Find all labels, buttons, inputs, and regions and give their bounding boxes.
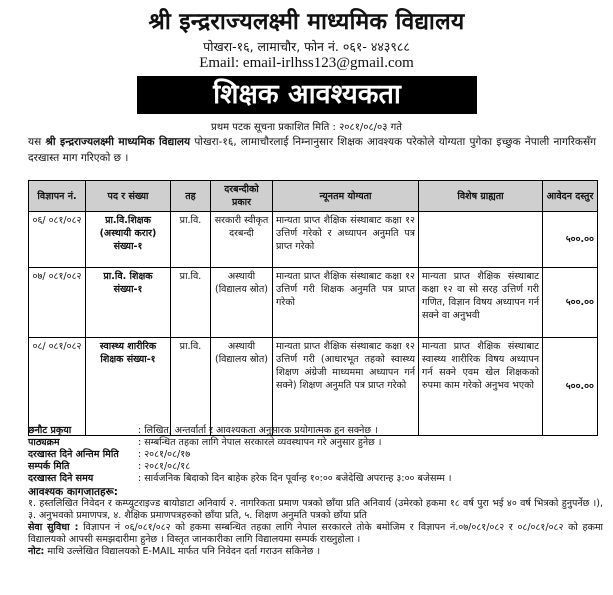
cell-adv-no: ०७/ ०८१/०८२	[29, 268, 86, 338]
info-label: दरखास्त दिने अन्तिम मिति	[28, 449, 119, 460]
intro-rest: पोखरा-१६, लामाचौरलाई निम्नानुसार शिक्षक आवश्यक परेकोले योग्यता पुगेका इच्छुक नेपाली नागरिकसँग दरखास्त माग गरिएको छ ।	[28, 136, 597, 164]
intro-prefix: यस	[28, 136, 46, 148]
info-value: : सार्वजनिक बिदाको दिन बाहेक हरेक दिन पूर्वान्ह १०:०० बजेदेखि अपरान्ह ३:०० बजेसम्म ।	[138, 473, 452, 484]
school-name: श्री इन्द्रराज्यलक्ष्मी माध्यमिक विद्यालय	[148, 9, 465, 35]
table-header-row	[29, 181, 598, 212]
service-label: सेवा सुविधा :	[28, 522, 79, 533]
school-address: पोखरा-१६, लामाचौर, फोन नं. ०६१- ४४३९८८	[203, 39, 410, 54]
cell-fee: ५००.००	[543, 212, 598, 268]
col-header: पद र संख्या	[86, 181, 171, 212]
col-header: आवेदन दस्तुर	[543, 181, 598, 212]
note-paragraph	[28, 546, 603, 558]
info-row-contact-date	[28, 461, 603, 473]
publish-date: प्रथम पटक सूचना प्रकाशित मिति : २०८१/०८/०३ गते	[211, 122, 402, 133]
cell-type: सरकारी स्वीकृत दरबन्दी	[211, 212, 273, 268]
info-section	[28, 425, 603, 558]
cell-level: प्रा.वि.	[171, 268, 211, 338]
col-header: तह	[171, 181, 211, 212]
cell-min-qual: मान्यता प्राप्त शैक्षिक संस्थाबाट कक्षा १२ उत्तिर्ण गरेको र अध्यापन अनुमति पत्र प्राप्त गरेको	[273, 212, 419, 268]
info-label: दरखास्त दिने समय	[28, 473, 94, 484]
cell-fee: ५००.००	[543, 268, 598, 338]
cell-special	[419, 212, 543, 268]
info-label: छनौट प्रकृया	[28, 425, 72, 436]
col-header: विशेष ग्राह्यता	[419, 181, 543, 212]
info-row-time	[28, 473, 603, 485]
service-text: विज्ञापन नं ०६/०८१/०८२ को हकमा सम्बन्धित तहका लागि नेपाल सरकारले तोके बमोजिम र विज्ञापन नं.०७/०८१/०८२ र ०८/०८१/०८२ को हकमा विद्यालयको आपसी समझदारीमा हुनेछ । विस्तृत जानकारीका लागि विद्यालयमा सम्पर्क राख्नुहोला ।	[28, 522, 604, 545]
cell-min-qual: मान्यता प्राप्त शैक्षिक संस्थाबाट कक्षा १२ उत्तिर्ण गरी शिक्षक अनुमति पत्र प्राप्त गरेको	[273, 268, 419, 338]
col-header: दरबन्दीको प्रकार	[211, 181, 273, 212]
cell-post: स्वास्थ्य शारीरिक शिक्षक संख्या-१	[86, 338, 171, 436]
col-header: न्यूनतम योग्यता	[273, 181, 419, 212]
info-value: : सम्बन्धित तहका लागि नेपाल सरकारले व्यवस्थापन गरे अनुसार हुनेछ ।	[138, 437, 382, 448]
cell-level: प्रा.वि.	[171, 338, 211, 436]
info-value: : २०८१/०८/१७	[138, 449, 191, 460]
info-label: सम्पर्क मिति	[28, 461, 70, 472]
school-email: Email: email-irlhss123@gmail.com	[199, 55, 414, 71]
cell-post: प्रा.वि.शिक्षक (अस्थायी करार) संख्या-१	[86, 212, 171, 268]
info-value: : लिखित, अन्तर्वार्ता र आवश्यकता अनुसारक प्रयोगात्मक हुन सक्नेछ ।	[138, 425, 378, 436]
info-row-deadline	[28, 449, 603, 461]
documents-list: १. हस्तलिखित निवेदन र कम्प्युटराइज्ड बायोडाटा अनिवार्य २. नागरिकता प्रमाण पत्रको छाँया प्रति अनिवार्य (उमेरको हकमा १८ वर्ष पुरा भई ४० वर्ष भित्रको हुनुपर्नेछ ।), ३. अनुभवको प्रमाणपत्र, ४. शैक्षिक प्रमाणपत्रहरुको छाँया प्रति, ५. शिक्षण अनुमति पत्रको छाँया प्रति	[28, 498, 603, 521]
cell-special: मान्यता प्राप्त शैक्षिक संस्थाबाट कक्षा १२ वा सो सरह उत्तिर्ण गरी गणित, विज्ञान विषय अध्यापन गर्न सक्ने वा अनुभवी	[419, 268, 543, 338]
cell-type: अस्थायी (विद्यालय स्रोत)	[211, 338, 273, 436]
cell-fee: ५००.००	[543, 338, 598, 436]
note-text: माथि उल्लेखित विद्यालयको E-MAIL मार्फत पनि निवेदन दर्ता गराउन सकिनेछ ।	[44, 546, 321, 557]
cell-post: प्रा.वि. शिक्षक संख्या-१	[86, 268, 171, 338]
intro-school: श्री इन्द्रराज्यलक्ष्मी माध्यमिक विद्यालय	[45, 136, 191, 148]
cell-adv-no: ०६/ ०८१/०८२	[29, 212, 86, 268]
info-label: पाठ्यक्रम	[28, 437, 60, 448]
cell-special: मान्यता प्राप्त शैक्षिक संस्थाबाट स्वास्थ्य शारीरिक विषय अध्यापन गर्न सक्ने एवम खेल शिक्षकको रुपमा काम गरेको अनुभव भएको	[419, 338, 543, 436]
cell-adv-no: ०८/ ०८१/०८२	[29, 338, 86, 436]
notice-banner: शिक्षक आवश्यकता	[137, 76, 477, 114]
table-row	[29, 212, 598, 268]
intro-paragraph	[28, 134, 596, 166]
cell-level: प्रा.वि.	[171, 212, 211, 268]
info-value: : २०८१/०८/१८	[138, 461, 191, 472]
cell-type: अस्थायी (विद्यालय स्रोत)	[211, 268, 273, 338]
cell-min-qual: मान्यता प्राप्त शैक्षिक संस्थाबाट कक्षा १२ उत्तिर्ण गरी (आधारभूत तहको स्वास्थ्य शिक्षण अंग्रेजी माध्यममा अध्यापन गर्न सक्ने) शिक्षण अनुमति पत्र प्राप्त गरेको	[273, 338, 419, 436]
table-row	[29, 338, 598, 436]
info-row-syllabus	[28, 437, 603, 449]
col-header: विज्ञापन नं.	[29, 181, 86, 212]
documents-heading: आवश्यक कागजातहरू:	[28, 486, 118, 498]
info-row-selection	[28, 425, 603, 437]
vacancy-table	[28, 180, 598, 436]
service-paragraph	[28, 522, 603, 546]
table-row	[29, 268, 598, 338]
note-label: नोट:	[28, 546, 45, 557]
